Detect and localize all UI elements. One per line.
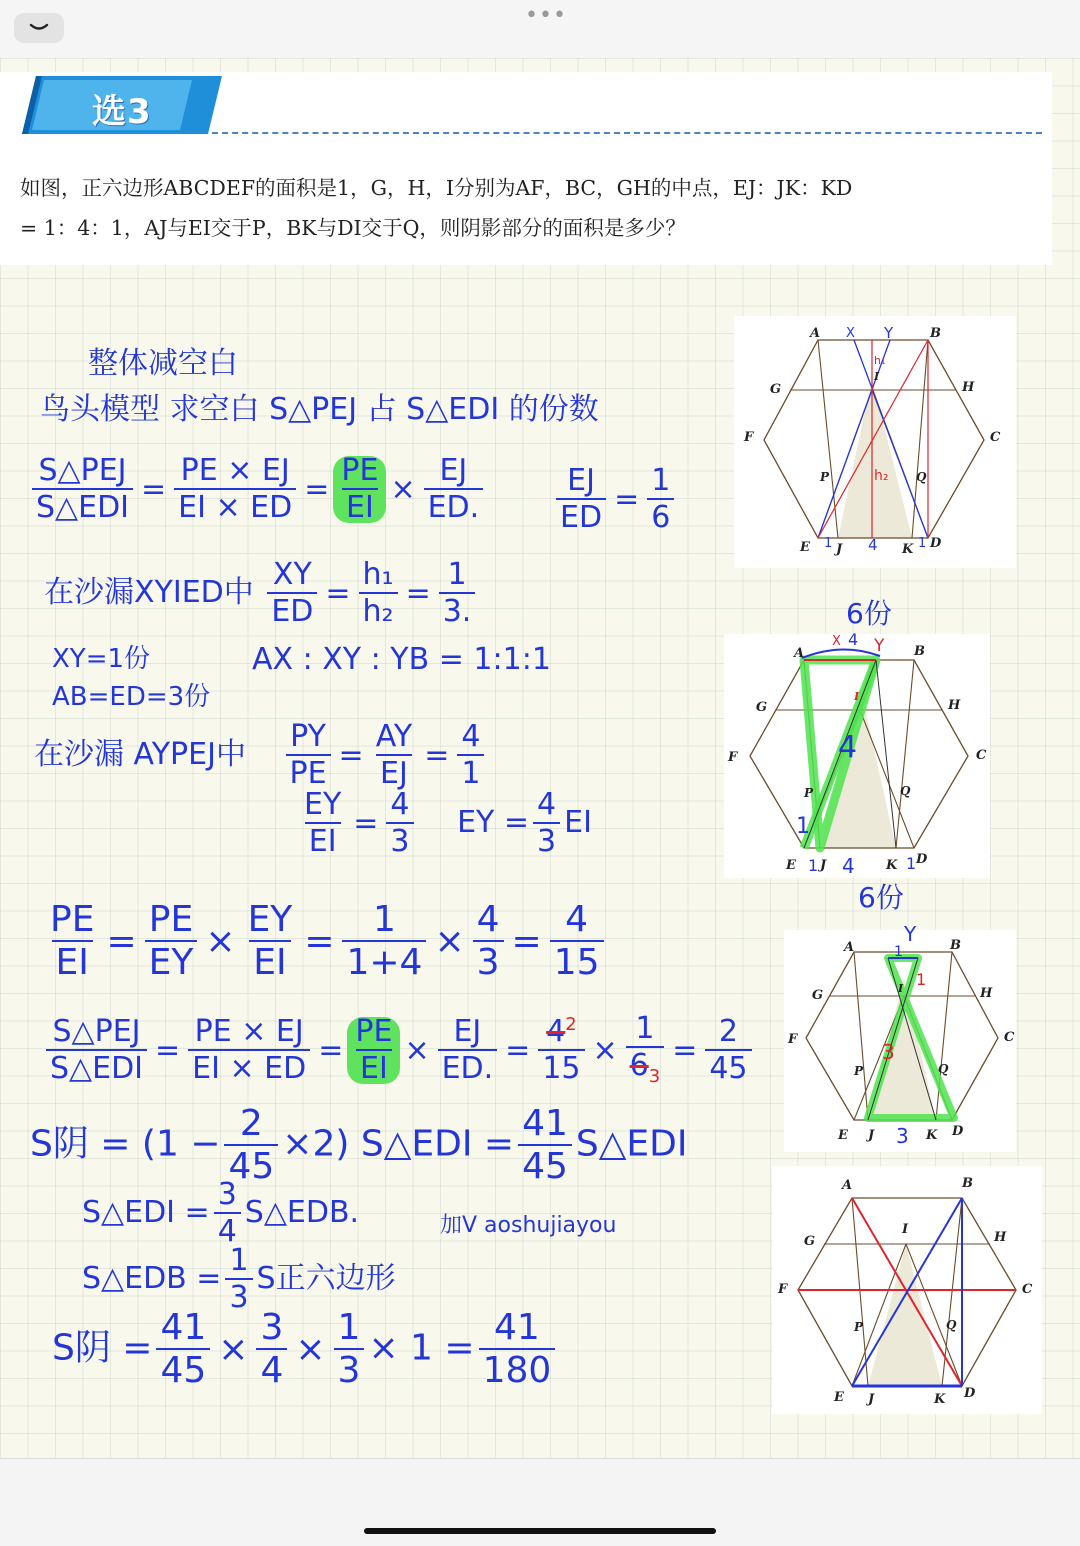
note-ej-ed: $\frac{EJ}{ED}$ = $\frac{1}{6}$ (552, 466, 678, 533)
watermark: 加V aoshujiayou (440, 1213, 617, 1238)
note-ratio-1: $\frac{\text{S△PEJ}}{\text{S△EDI}}$ = $\frac{PE \times EJ}{EI \times ED}$ = $\frac{PE}{EI}$ × $\frac{EJ}{ED.}$ (28, 456, 487, 523)
note-line-2: 鸟头模型 求空白 S△PEJ 占 S△EDI 的份数 (40, 392, 599, 427)
note-shaded-1: S阴 = (1 − $\frac{2}{45}$ ×2) S△EDI = $\frac{41}{45}$ S△EDI (30, 1103, 688, 1187)
note-ab-ed: AB=ED=3份 (52, 682, 211, 712)
figure-2-title: 6份 (846, 597, 892, 630)
note-edi: S△EDI = $\frac{3}{4}$ S△EDB. (82, 1177, 360, 1249)
note-ratio-2: $\frac{\text{S△PEJ}}{\text{S△EDI}}$ = $\frac{PE \times EJ}{EI \times ED}$ = $\frac{PE}{EI}$ × $\frac{EJ}{ED.}$ = $\frac{4^2}{15}$ × $\frac{1}{6_3}$ = $\frac{2}{45}$ (42, 1014, 756, 1086)
top-toolbar (0, 0, 1080, 59)
divider (212, 132, 1042, 134)
note-pe-ei: $\frac{PE}{EI}$ = $\frac{PE}{EY}$ × $\frac{EY}{EI}$ = $\frac{1}{1+4}$ × $\frac{4}{3}$ = $\frac{4}{15}$ (42, 902, 608, 981)
problem-tag: 选3 (92, 92, 152, 132)
shaded-region (838, 378, 912, 538)
figure-3-title: 6份 (858, 881, 904, 914)
hexagon-diagram-4 (772, 1166, 1042, 1414)
collapse-button[interactable] (14, 13, 64, 43)
note-hourglass-2: 在沙漏 AYPEJ中 $\frac{PY}{PE}$ = $\frac{AY}{EJ}$ = $\frac{4}{1}$ (34, 722, 488, 789)
note-ax-ratio: AX : XY : YB = 1:1:1 (252, 642, 551, 677)
hexagon-diagram-3 (784, 930, 1016, 1152)
note-hourglass-1: 在沙漏XYIED中 $\frac{XY}{ED}$ = $\frac{\text{h₁}}{\text{h₂}}$ = $\frac{1}{3.}$ (44, 560, 479, 627)
more-dots-icon[interactable]: ••• (525, 3, 567, 28)
problem-text: 如图，正六边形ABCDEF的面积是1，G，H，I分别为AF，BC，GH的中点，EJ：JK：KD = 1：4：1，AJ与EI交于P，BK与DI交于Q，则阴影部分的面积是多少？ (20, 176, 853, 240)
note-xy: XY=1份 (52, 644, 151, 674)
note-edb: S△EDB = $\frac{1}{3}$ S正六边形 (82, 1243, 396, 1315)
note-result: S阴 = $\frac{41}{45}$ × $\frac{3}{4}$ × $\frac{1}{3}$ × 1 = $\frac{41}{180}$ (52, 1310, 559, 1389)
note-ey-ei: $\frac{EY}{EI}$ = $\frac{4}{3}$ EY = $\frac{4}{3}$ EI (304, 787, 592, 859)
figure-3: A B C D E F G H I J K P Q Y 1 1 3 3 (784, 930, 1016, 1152)
note-line-1: 整体减空白 (88, 346, 238, 381)
chevron-down-icon (29, 23, 49, 33)
figure-1: A B C D E F G H I J K P Q X Y h₁ h₂ 4 1 1 (734, 316, 1016, 568)
figure-2: A B C D E F G H I J K P Q X Y 4 4 1 1 4 1 (724, 634, 990, 878)
home-indicator[interactable] (364, 1528, 716, 1534)
figure-4: A B C D E F G H I J K P Q (772, 1166, 1042, 1414)
